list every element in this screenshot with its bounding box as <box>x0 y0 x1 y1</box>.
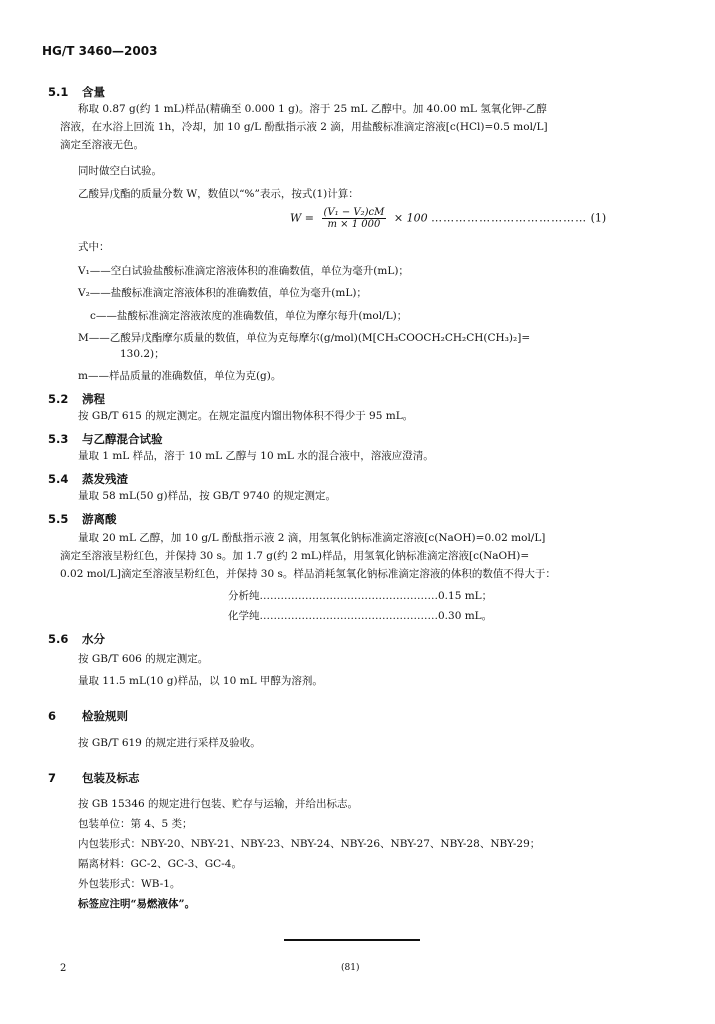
paragraph-line: 按 GB/T 619 的规定进行采样及验收。 <box>78 737 261 749</box>
section-5-3-heading <box>48 431 163 447</box>
section-5-5-heading <box>48 511 117 527</box>
variable-definition: c——盐酸标准滴定溶液浓度的准确数值，单位为摩尔每升(mol/L)； <box>90 310 408 322</box>
formula-1 <box>290 207 606 230</box>
section-title: 蒸发残渣 <box>82 472 128 486</box>
formula-denominator: m × 1 000 <box>327 219 381 230</box>
section-title: 与乙醇混合试验 <box>82 432 163 446</box>
paragraph-line: 量取 58 mL(50 g)样品，按 GB/T 9740 的规定测定。 <box>78 490 336 502</box>
paragraph-line: 内包装形式：NBY-20、NBY-21、NBY-23、NBY-24、NBY-26、NBY-27、NBY-28、NBY-29； <box>78 838 541 850</box>
variable-definition: V₂——盐酸标准滴定溶液体积的准确数值，单位为毫升(mL)； <box>78 287 367 299</box>
section-number: 5.3 <box>48 432 69 446</box>
formula-fraction <box>322 207 387 230</box>
paragraph-line: 滴定至溶液呈粉红色，并保持 30 s。加 1.7 g(约 2 mL)样品，用氢氧化钠标准滴定溶液[c(NaOH)= <box>60 550 530 562</box>
section-number: 5.6 <box>48 632 69 646</box>
paragraph-line: 称取 0.87 g(约 1 mL)样品(精确至 0.000 1 g)。溶于 25 mL 乙醇中。加 40.00 mL 氢氧化钾-乙醇 <box>78 103 547 115</box>
section-7-heading <box>48 770 140 786</box>
section-number: 5.5 <box>48 512 69 526</box>
section-6-heading <box>48 708 128 724</box>
section-number: 5.1 <box>48 85 69 99</box>
section-5-2-heading <box>48 391 105 407</box>
variable-definition: M——乙酸异戊酯摩尔质量的数值，单位为克每摩尔(g/mol)(M[CH₃COOCH₂CH₂CH(CH₃)₂]= <box>78 332 531 344</box>
formula-lhs: W = <box>290 211 315 225</box>
section-number: 5.4 <box>48 472 69 486</box>
variable-definition: m——样品质量的准确数值，单位为克(g)。 <box>78 370 282 382</box>
paragraph-line: 按 GB/T 615 的规定测定。在规定温度内馏出物体积不得少于 95 mL。 <box>78 410 414 422</box>
paragraph-line: 量取 1 mL 样品，溶于 10 mL 乙醇与 10 mL 水的混合液中，溶液应澄清。 <box>78 450 434 462</box>
grade-limit-line: 分析纯……………………………………………0.15 mL； <box>228 590 493 602</box>
section-number: 7 <box>48 771 57 785</box>
paragraph-line: 溶液，在水浴上回流 1h，冷却，加 10 g/L 酚酞指示液 2 滴，用盐酸标准滴定溶液[c(HCl)=0.5 mol/L] <box>60 121 548 133</box>
standard-code-header: HG/T 3460—2003 <box>42 44 158 58</box>
paragraph-line: 同时做空白试验。 <box>78 165 162 177</box>
paragraph-line: 隔离材料：GC-2、GC-3、GC-4。 <box>78 858 242 870</box>
section-number: 6 <box>48 709 57 723</box>
variable-definition: V₁——空白试验盐酸标准滴定溶液体积的准确数值，单位为毫升(mL)； <box>78 265 409 277</box>
grade-limit-line: 化学纯……………………………………………0.30 mL。 <box>228 610 493 622</box>
section-5-6-heading <box>48 631 105 647</box>
section-title: 包装及标志 <box>82 771 140 785</box>
paragraph-line: 式中： <box>78 241 110 253</box>
footer-rule <box>284 939 420 941</box>
formula-numerator: (V₁ − V₂)cM <box>323 207 385 218</box>
paragraph-line: 按 GB 15346 的规定进行包装、贮存与运输，并给出标志。 <box>78 798 359 810</box>
footer-sequence-number: (81) <box>341 963 360 973</box>
paragraph-line: 外包装形式：WB-1。 <box>78 878 181 890</box>
paragraph-line: 乙酸异戊酯的质量分数 W，数值以“%”表示，按式(1)计算： <box>78 188 359 200</box>
paragraph-line: 包装单位：第 4、5 类； <box>78 818 193 830</box>
section-title: 含量 <box>82 85 105 99</box>
section-title: 水分 <box>82 632 105 646</box>
paragraph-line: 滴定至溶液无色。 <box>60 139 144 151</box>
section-title: 游离酸 <box>82 512 117 526</box>
paragraph-line: 量取 11.5 mL(10 g)样品，以 10 mL 甲醇为溶剂。 <box>78 675 323 687</box>
section-title: 检验规则 <box>82 709 128 723</box>
paragraph-line: 标签应注明“易燃液体”。 <box>78 898 196 910</box>
formula-number: (1) <box>590 211 607 225</box>
section-5-4-heading <box>48 471 128 487</box>
formula-leader-dots: ………………………………… <box>431 211 588 225</box>
section-number: 5.2 <box>48 392 69 406</box>
formula-tail: × 100 <box>393 211 428 225</box>
section-title: 沸程 <box>82 392 105 406</box>
page-number: 2 <box>60 963 67 974</box>
paragraph-line: 0.02 mol/L]滴定至溶液呈粉红色，并保持 30 s。样品消耗氢氧化钠标准滴定溶液的体积的数值不得大于： <box>60 568 556 580</box>
variable-definition-continued: 130.2)； <box>120 348 165 360</box>
section-5-1-heading <box>48 84 105 100</box>
paragraph-line: 按 GB/T 606 的规定测定。 <box>78 653 209 665</box>
paragraph-line: 量取 20 mL 乙醇，加 10 g/L 酚酞指示液 2 滴，用氢氧化钠标准滴定溶液[c(NaOH)=0.02 mol/L] <box>78 532 546 544</box>
